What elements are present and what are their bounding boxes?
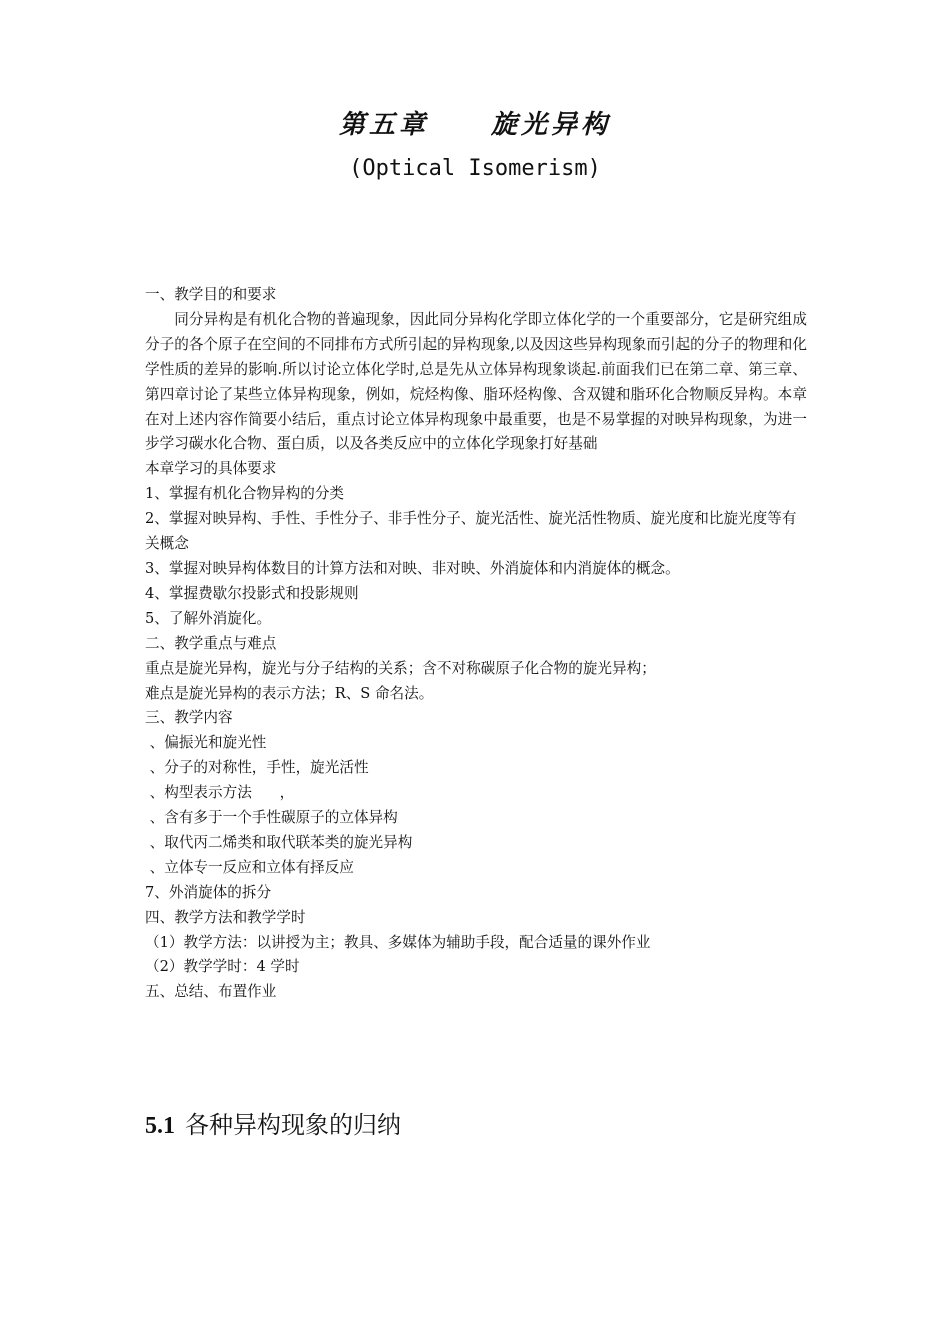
- content-item: 、分子的对称性，手性，旋光活性: [145, 759, 369, 777]
- chapter-title: 第五章 旋光异构: [338, 110, 612, 140]
- requirement-item: 4、掌握费歇尔投影式和投影规则: [145, 584, 359, 602]
- next-section-title: 各种异构现象的归纳: [185, 1111, 401, 1139]
- content-item: 、偏振光和旋光性: [145, 734, 267, 752]
- content-item: 、取代丙二烯类和取代联苯类的旋光异构: [145, 833, 413, 851]
- section-1-heading: 一、教学目的和要求: [145, 286, 277, 303]
- section-2-heading: 二、教学重点与难点: [145, 634, 277, 652]
- requirement-item: 3、掌握对映异构体数目的计算方法和对映、非对映、外消旋体和内消旋体的概念。: [145, 559, 680, 577]
- difficult-point-line: 难点是旋光异构的表示方法；R、S 命名法。: [145, 684, 434, 702]
- content-item: 、构型表示方法 ，: [145, 784, 295, 802]
- section-4-heading: 四、教学方法和教学学时: [145, 908, 306, 926]
- section-3-heading: 三、教学内容: [145, 709, 233, 727]
- content-item: 、立体专一反应和立体有择反应: [145, 858, 354, 876]
- content-item: 7、外消旋体的拆分: [145, 883, 272, 901]
- requirement-item: 5、了解外消旋化。: [145, 609, 272, 627]
- key-point-line: 重点是旋光异构，旋光与分子结构的关系；含不对称碳原子化合物的旋光异构；: [145, 659, 656, 677]
- section-1-paragraph: 同分异构是有机化合物的普遍现象，因此同分异构化学即立体化学的一个重要部分，它是研究组成分子的各个原子在空间的不同排布方式所引起的异构现象,以及因这些异构现象而引起的分子的物理和化学性质的差异的影响.所以讨论立体化学时,总是先从立体异构现象谈起.前面我们已在第二章、第三章、第四章讨论了某些立体异构现象，例如，烷烃构像、脂环烃构像、含双键和脂环化合物顺反异构。本章在对上述内容作简要小结后，重点讨论立体异构现象中最重要，也是不易掌握的对映异构现象，为进一步学习碳水化合物、蛋白质，以及各类反应中的立体化学现象打好基础: [145, 310, 807, 453]
- method-item: （2）教学学时：4 学时: [145, 958, 300, 976]
- chapter-subtitle: (Optical Isomerism): [349, 156, 601, 181]
- requirements-subheading: 本章学习的具体要求: [145, 460, 277, 478]
- requirement-item: 1、掌握有机化合物异构的分类: [145, 485, 345, 503]
- section-5-heading: 五、总结、布置作业: [145, 983, 277, 1001]
- next-section-heading: [145, 1105, 401, 1140]
- content-item: 、含有多于一个手性碳原子的立体异构: [145, 809, 398, 827]
- document-body: [145, 283, 807, 1005]
- method-item: （1）教学方法：以讲授为主；教具、多媒体为辅助手段，配合适量的课外作业: [145, 933, 651, 951]
- requirement-item: 2、掌握对映异构、手性、手性分子、非手性分子、旋光活性、旋光活性物质、旋光度和比旋光度等有关概念: [145, 510, 797, 553]
- next-section-number: 5.1: [145, 1113, 175, 1139]
